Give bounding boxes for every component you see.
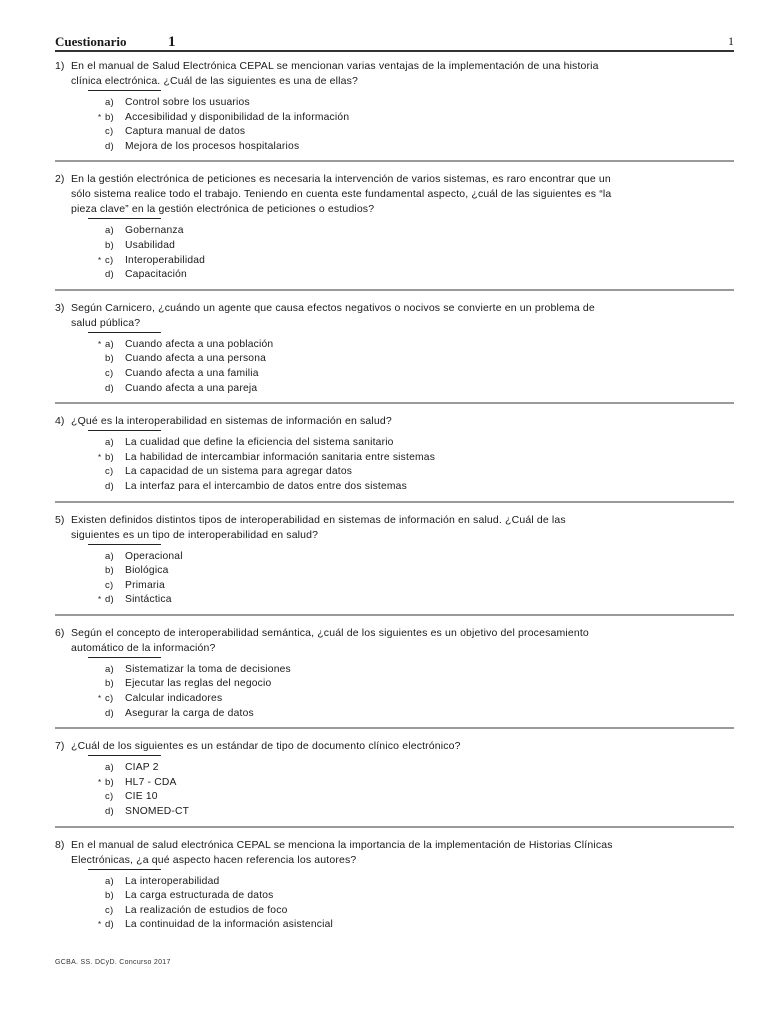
option-text: CIE 10 [125, 791, 158, 803]
option-text: Interoperabilidad [125, 254, 206, 266]
option-letter: a) [105, 338, 114, 350]
option-text: La capacidad de un sistema para agregar datos [125, 466, 353, 478]
option-item [55, 268, 734, 283]
option-text: La continuidad de la información asistencial [125, 919, 333, 931]
question-text: En el manual de Salud Electrónica CEPAL se mencionan varias ventajas de la implementación de una historia clínica electrónica. ¿Cuál de las siguientes es una de ellas? [71, 60, 599, 87]
option-text: Asegurar la carga de datos [125, 707, 254, 719]
correct-answer-mark: * [98, 452, 102, 462]
question-1 [55, 57, 734, 162]
question-text: ¿Qué es la interoperabilidad en sistemas de información en salud? [71, 415, 392, 428]
option-item [55, 677, 734, 692]
page-footer: GCBA. SS. DCyD. Concurso 2017 [55, 959, 171, 966]
option-text: La carga estructurada de datos [125, 890, 274, 902]
option-text: Mejora de los procesos hospitalarios [125, 140, 300, 152]
answer-underline [88, 90, 161, 91]
question-7 [55, 737, 734, 827]
option-item [55, 889, 734, 904]
correct-answer-mark: * [98, 920, 102, 930]
option-text: Cuando afecta a una familia [125, 367, 259, 379]
question-list [55, 57, 734, 939]
option-letter: b) [105, 565, 114, 577]
question-6 [55, 624, 734, 729]
question-text: Según el concepto de interoperabilidad semántica, ¿cuál de los siguientes es un objetivo del procesamiento automático de la información? [71, 626, 589, 654]
option-list [55, 436, 734, 494]
option-letter: a) [105, 225, 114, 237]
option-letter: b) [105, 451, 114, 463]
option-item [55, 790, 734, 805]
option-text: Ejecutar las reglas del negocio [125, 678, 272, 690]
answer-underline [88, 755, 161, 756]
question-text: Según Carnicero, ¿cuándo un agente que causa efectos negativos o nocivos se convierte en un problema de salud pública? [71, 301, 595, 329]
option-item [55, 761, 734, 776]
question-number: 4) [55, 415, 65, 428]
option-item [55, 254, 734, 269]
option-text: Primaria [125, 579, 165, 591]
option-letter: a) [105, 875, 114, 887]
option-letter: a) [105, 663, 114, 675]
option-letter: d) [105, 269, 114, 281]
option-item [55, 140, 734, 155]
option-item [55, 239, 734, 254]
page-number: 1 [728, 34, 734, 48]
page-header [55, 34, 734, 52]
option-letter: a) [105, 550, 114, 562]
option-text: Calcular indicadores [125, 693, 223, 705]
question-text: ¿Cuál de los siguientes es un estándar de tipo de documento clínico electrónico? [71, 740, 461, 753]
question-number: 6) [55, 626, 65, 639]
option-item [55, 776, 734, 791]
question-2 [55, 170, 734, 290]
option-letter: d) [105, 480, 114, 492]
question-4 [55, 412, 734, 502]
option-text: Usabilidad [125, 239, 176, 251]
option-item [55, 352, 734, 367]
option-list [55, 663, 734, 721]
option-item [55, 382, 734, 397]
option-text: La habilidad de intercambiar información sanitaria entre sistemas [125, 451, 436, 463]
option-letter: d) [105, 594, 114, 606]
option-letter: c) [105, 791, 114, 803]
question-number: 8) [55, 838, 65, 851]
question-number: 7) [55, 740, 65, 753]
option-letter: c) [105, 254, 114, 266]
option-letter: a) [105, 97, 114, 108]
option-item [55, 564, 734, 579]
question-number: 2) [55, 173, 65, 186]
option-letter: b) [105, 353, 114, 365]
correct-answer-mark: * [98, 777, 102, 787]
option-letter: d) [105, 806, 114, 818]
option-item [55, 707, 734, 722]
option-item [55, 111, 734, 126]
answer-underline [88, 430, 161, 431]
option-letter: b) [105, 239, 114, 251]
option-letter: d) [105, 140, 114, 152]
correct-answer-mark: * [98, 339, 102, 349]
option-item [55, 875, 734, 890]
option-text: Control sobre los usuarios [125, 97, 250, 108]
correct-answer-mark: * [98, 112, 102, 122]
question-5 [55, 511, 734, 616]
option-text: La interoperabilidad [125, 875, 220, 887]
answer-underline [88, 869, 161, 870]
option-letter: c) [105, 466, 114, 478]
option-item [55, 480, 734, 495]
correct-answer-mark: * [98, 595, 102, 605]
option-item [55, 451, 734, 466]
option-text: La realización de estudios de foco [125, 904, 288, 916]
option-item [55, 465, 734, 480]
answer-underline [88, 332, 161, 333]
option-text: Accesibilidad y disponibilidad de la información [125, 111, 350, 123]
option-letter: d) [105, 707, 114, 719]
option-letter: b) [105, 890, 114, 902]
question-number: 3) [55, 301, 65, 314]
page-title: Cuestionario [55, 34, 127, 49]
option-text: La interfaz para el intercambio de datos entre dos sistemas [125, 480, 407, 492]
question-3 [55, 299, 734, 404]
option-item [55, 338, 734, 353]
option-text: Cuando afecta a una población [125, 338, 274, 350]
option-text: Sistematizar la toma de decisiones [125, 663, 291, 675]
option-text: CIAP 2 [125, 762, 159, 774]
question-number: 5) [55, 513, 65, 526]
option-item [55, 125, 734, 140]
question-text: En la gestión electrónica de peticiones es necesaria la intervención de varios sistemas, es raro encontrar que un sólo sistema realice todo el trabajo. Teniendo en cuenta este fundamental aspecto, ¿cuál de las siguientes es “la pieza clave” en la gestión electrónica de peticiones o estudios? [71, 173, 612, 216]
correct-answer-mark: * [98, 694, 102, 704]
option-list [55, 224, 734, 282]
option-text: Cuando afecta a una pareja [125, 382, 258, 394]
correct-answer-mark: * [98, 255, 102, 265]
question-8 [55, 836, 734, 939]
option-letter: c) [105, 693, 114, 705]
option-text: Gobernanza [125, 225, 184, 237]
option-letter: a) [105, 762, 114, 774]
question-text: Existen definidos distintos tipos de interoperabilidad en sistemas de información en salud. ¿Cuál de las siguientes es un tipo de interoperabilidad en salud? [71, 513, 566, 541]
option-text: Captura manual de datos [125, 126, 246, 138]
question-number: 1) [55, 60, 65, 72]
option-letter: a) [105, 437, 114, 449]
answer-underline [88, 218, 161, 219]
option-list [55, 96, 734, 154]
option-item [55, 579, 734, 594]
option-text: La cualidad que define la eficiencia del sistema sanitario [125, 437, 394, 449]
option-text: Biológica [125, 565, 169, 577]
option-text: Cuando afecta a una persona [125, 353, 267, 365]
option-item [55, 224, 734, 239]
option-text: SNOMED-CT [125, 806, 190, 818]
option-item [55, 550, 734, 565]
option-item [55, 805, 734, 820]
question-text: En el manual de salud electrónica CEPAL se menciona la importancia de la implementación de Historias Clínicas Electrónicas, ¿a qué aspecto hacen referencia los autores? [71, 838, 613, 866]
answer-underline [88, 544, 161, 545]
option-letter: b) [105, 776, 114, 788]
option-letter: c) [105, 904, 114, 916]
option-item [55, 436, 734, 451]
questionnaire-number: 1 [168, 34, 176, 50]
option-letter: c) [105, 126, 114, 138]
option-list [55, 550, 734, 608]
option-list [55, 761, 734, 819]
option-item [55, 367, 734, 382]
answer-underline [88, 657, 161, 658]
option-letter: d) [105, 919, 114, 931]
option-item [55, 663, 734, 678]
option-letter: b) [105, 678, 114, 690]
option-item [55, 96, 734, 111]
option-letter: c) [105, 367, 114, 379]
option-letter: b) [105, 111, 114, 123]
option-item [55, 593, 734, 608]
option-list [55, 875, 734, 933]
option-item [55, 692, 734, 707]
option-list [55, 338, 734, 396]
option-text: Sintáctica [125, 594, 172, 606]
option-text: Capacitación [125, 269, 187, 281]
option-item [55, 918, 734, 933]
option-letter: d) [105, 382, 114, 394]
option-letter: c) [105, 579, 114, 591]
option-text: Operacional [125, 550, 183, 562]
option-item [55, 904, 734, 919]
option-text: HL7 - CDA [125, 776, 177, 788]
